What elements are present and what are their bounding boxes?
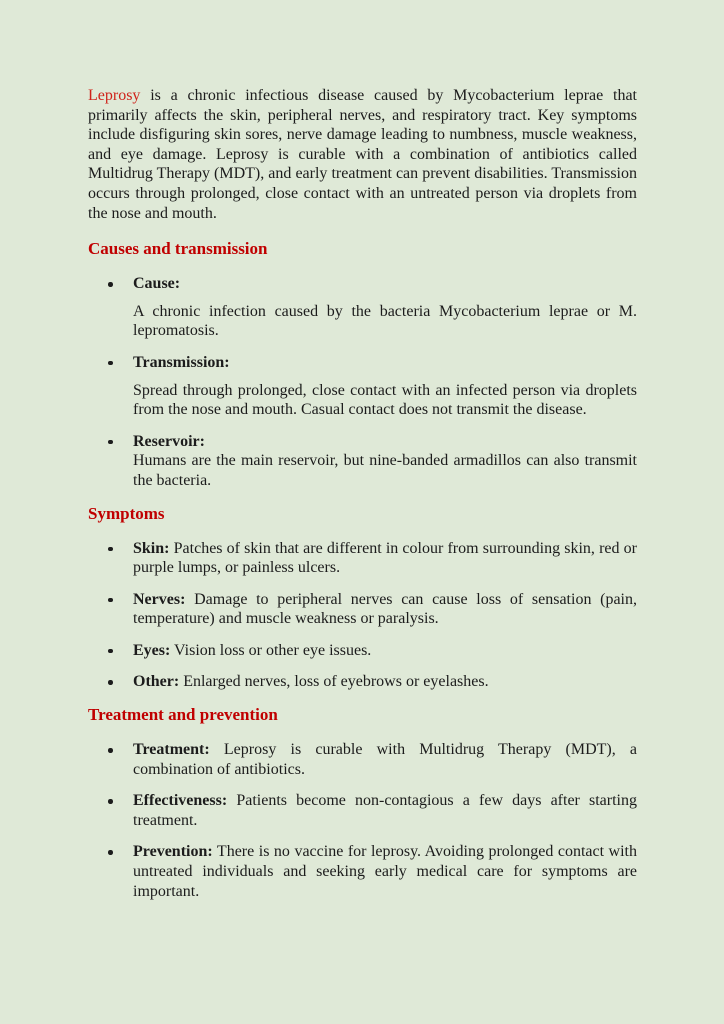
bullet-label-text: Effectiveness: [133,792,228,810]
leprosy-keyword: Leprosy [88,87,141,104]
section-heading-causes: Causes and transmission [88,239,268,259]
intro-text: is a chronic infectious disease caused by Mycobacterium leprae that primarily affects the skin, peripheral nerves, and respiratory tract. Key symptoms include disfiguring skin sores, nerve damage leading to numbness, muscle weakness, and eye damage. Leprosy is curable with a combination of antibiotics called Multidrug Therapy (MDT), and early treatment can prevent disabilities. Transmission occurs through prolonged, close contact with an untreated person via droplets from the nose and mouth. [88,87,637,222]
list-item-eyes [133,641,637,661]
bullet-label [133,274,637,294]
list-item-transmission [133,353,637,420]
bullet-label-text: Prevention: [133,843,213,861]
bullet-label-text: Eyes: [133,641,171,659]
bullet-label-text: Reservoir: [133,432,205,450]
list-item-prevention [133,842,637,901]
list-item-nerves [133,590,637,629]
bullet-body-text: Leprosy is curable with Multidrug Therapy (MDT), a combination of antibiotics. [133,741,638,778]
bullet-label [133,432,637,452]
list-item-treatment [133,740,637,779]
bullet-text [133,791,637,830]
bullet-text [133,641,637,661]
bullet-body-text: Vision loss or other eye issues. [174,641,372,659]
bullet-body-text: Patches of skin that are different in colour from surrounding skin, red or purple lumps, or painless ulcers. [133,539,637,577]
bullet-label [133,353,637,373]
list-item-effectiveness [133,791,637,830]
bullet-list-treatment [88,740,637,901]
bullet-text: Spread through prolonged, close contact with an infected person via droplets from the nose and mouth. Casual contact does not transmit the disease. [133,381,637,419]
bullet-label-text: Nerves: [133,590,186,608]
section-causes-and-transmission [88,238,637,490]
bullet-body-text: Enlarged nerves, loss of eyebrows or eyelashes. [183,673,489,691]
bullet-label-text: Skin: [133,539,170,557]
bullet-text [133,539,637,578]
bullet-text [133,672,637,692]
section-heading-symptoms: Symptoms [88,503,165,523]
section-symptoms [88,503,637,693]
list-item-cause [133,274,637,341]
list-item-skin [133,539,637,578]
intro-paragraph [88,86,637,223]
bullet-body-text: Damage to peripheral nerves can cause loss of sensation (pain, temperature) and muscle weakness or paralysis. [133,590,637,628]
list-item-reservoir [133,432,637,491]
document-content [88,86,637,913]
bullet-text [133,590,637,629]
bullet-text [133,842,637,901]
bullet-list-symptoms [88,539,637,693]
section-heading-treatment: Treatment and prevention [88,705,278,725]
section-treatment-and-prevention [88,704,637,901]
bullet-label-text: Treatment: [133,741,210,759]
bullet-label-text: Cause: [133,275,181,293]
bullet-body-text: Patients become non-contagious a few days after starting treatment. [133,792,638,829]
bullet-list-causes [88,274,637,490]
bullet-body-text: There is no vaccine for leprosy. Avoiding prolonged contact with untreated individuals and seeking early medical care for symptoms are important. [133,843,637,900]
bullet-text: A chronic infection caused by the bacteria Mycobacterium leprae or M. lepromatosis. [133,302,637,340]
bullet-label-text: Transmission: [133,353,230,371]
list-item-other [133,672,637,692]
bullet-text [133,740,637,779]
bullet-text: Humans are the main reservoir, but nine-banded armadillos can also transmit the bacteria. [133,452,637,489]
bullet-label-text: Other: [133,673,180,691]
